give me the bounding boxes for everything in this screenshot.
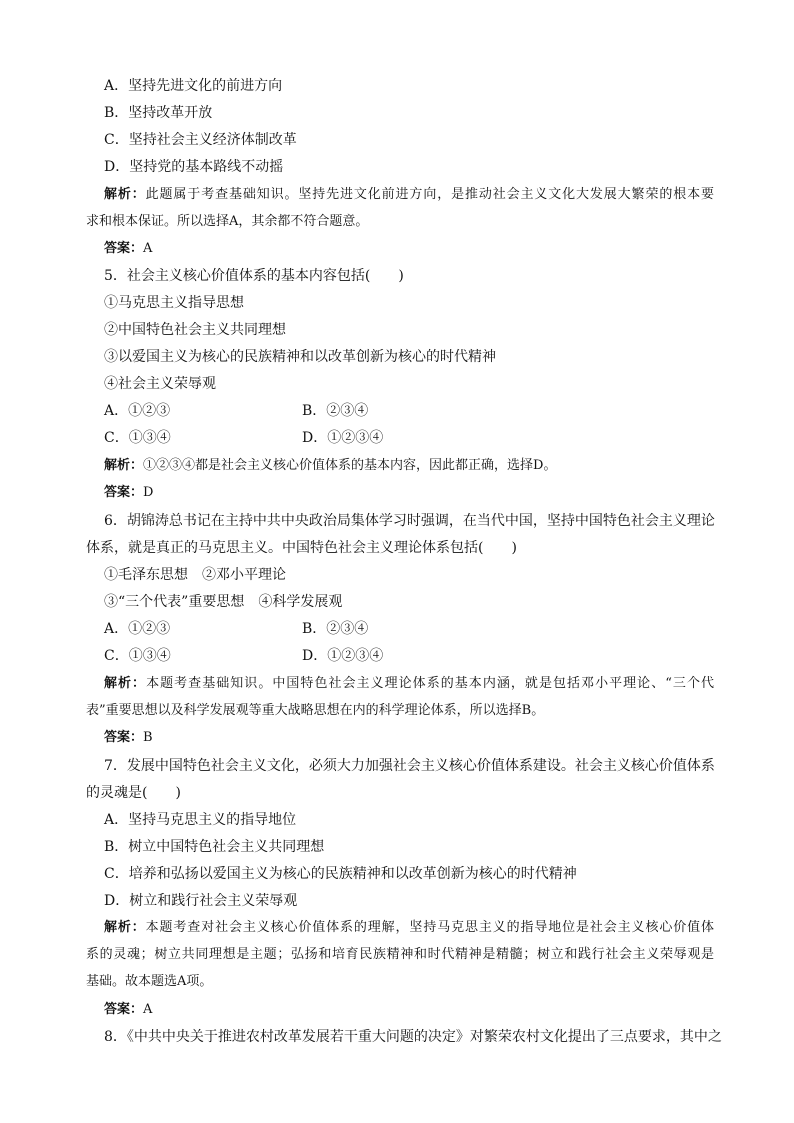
- q6-answer-label: 答案：: [104, 730, 144, 745]
- q6-stem-line2: 体系，就是真正的马克思主义。中国特色社会主义理论体系包括( ): [86, 540, 517, 556]
- q7-stem-line2: 的灵魂是( ): [86, 785, 181, 801]
- q5-analysis-label: 解析：: [104, 458, 144, 473]
- q5-item-2: ②中国特色社会主义共同理想: [104, 322, 286, 338]
- q6-answer-value: B: [143, 730, 153, 745]
- q6-analysis-line2: 表”重要思想以及科学发展观等重大战略思想在内的科学理论体系，所以选择B。: [86, 703, 545, 718]
- q5-item-1: ①马克思主义指导思想: [104, 295, 244, 311]
- q7-option-a: A．坚持马克思主义的指导地位: [104, 812, 297, 828]
- q5-item-3: ③以爱国主义为核心的民族精神和以改革创新为核心的时代精神: [104, 349, 496, 365]
- q5-answer: [104, 484, 153, 502]
- q6-items-line2: ③“三个代表”重要思想 ④科学发展观: [104, 594, 343, 610]
- q6-analysis-text: 本题考查基础知识。中国特色社会主义理论体系的基本内涵，就是包括邓小平理论、“三个代: [146, 676, 714, 691]
- q6-items-line1: ①毛泽东思想 ②邓小平理论: [104, 567, 286, 583]
- q4-option-c: C．坚持社会主义经济体制改革: [104, 132, 297, 148]
- q7-analysis-line2: 系的灵魂；树立共同理想是主题；弘扬和培育民族精神和时代精神是精髓；树立和践行社会主义荣辱观是: [86, 947, 714, 962]
- q4-answer: [104, 240, 152, 258]
- q6-option-a: A．①②③: [104, 621, 171, 637]
- q4-option-d: D．坚持党的基本路线不动摇: [104, 159, 284, 175]
- q5-analysis: [104, 457, 556, 475]
- q5-analysis-text: ①②③④都是社会主义核心价值体系的基本内容，因此都正确，选择D。: [143, 458, 557, 473]
- q6-analysis-label: 解析：: [104, 676, 147, 691]
- q8-stem-line1: 8．《中共中央关于推进农村改革发展若干重大问题的决定》对繁荣农村文化提出了三点要求，其中之: [104, 1029, 722, 1045]
- q4-option-b: B．坚持改革开放: [104, 105, 213, 121]
- q7-stem-line1: 7．发展中国特色社会主义文化，必须大力加强社会主义核心价值体系建设。社会主义核心价值体系: [104, 758, 715, 774]
- q7-option-c: C．培养和弘扬以爱国主义为核心的民族精神和以改革创新为核心的时代精神: [104, 866, 577, 882]
- q4-analysis-line1: [104, 186, 714, 204]
- q7-option-d: D．树立和践行社会主义荣辱观: [104, 893, 298, 909]
- q5-option-d: D．①②③④: [302, 430, 384, 446]
- q7-analysis-label: 解析：: [104, 920, 146, 935]
- q4-answer-value: A: [143, 241, 153, 256]
- q4-option-a: A．坚持先进文化的前进方向: [104, 78, 283, 94]
- q5-option-a: A．①②③: [104, 403, 171, 419]
- q6-option-d: D．①②③④: [302, 648, 384, 664]
- q6-answer: [104, 729, 153, 747]
- q7-answer-label: 答案：: [104, 1002, 144, 1017]
- q5-answer-label: 答案：: [104, 485, 144, 500]
- q7-answer-value: A: [143, 1002, 153, 1017]
- q5-option-b: B．②③④: [302, 403, 369, 419]
- q4-answer-label: 答案：: [104, 241, 144, 256]
- q5-item-4: ④社会主义荣辱观: [104, 376, 216, 392]
- q7-analysis-text: 本题考查对社会主义核心价值体系的理解，坚持马克思主义的指导地位是社会主义核心价值体: [145, 920, 714, 935]
- q5-stem: 5．社会主义核心价值体系的基本内容包括( ): [104, 268, 404, 284]
- q7-analysis-line1: [104, 919, 714, 937]
- q5-option-c: C．①③④: [104, 430, 171, 446]
- q6-option-b: B．②③④: [302, 621, 369, 637]
- q6-option-c: C．①③④: [104, 648, 171, 664]
- q7-option-b: B．树立中国特色社会主义共同理想: [104, 839, 325, 855]
- q7-answer: [104, 1001, 152, 1019]
- q4-analysis-text: 此题属于考查基础知识。坚持先进文化前进方向，是推动社会主义文化大发展大繁荣的根本要: [145, 187, 714, 202]
- q6-analysis-line1: [104, 675, 714, 693]
- q4-analysis-line2: 求和根本保证。所以选择A，其余都不符合题意。: [86, 214, 369, 229]
- q4-analysis-label: 解析：: [104, 187, 146, 202]
- q5-answer-value: D: [143, 485, 154, 500]
- q6-stem-line1: 6．胡锦涛总书记在主持中共中央政治局集体学习时强调，在当代中国，坚持中国特色社会主义理论: [104, 513, 715, 529]
- q7-analysis-line3: 基础。故本题选A项。: [86, 974, 213, 989]
